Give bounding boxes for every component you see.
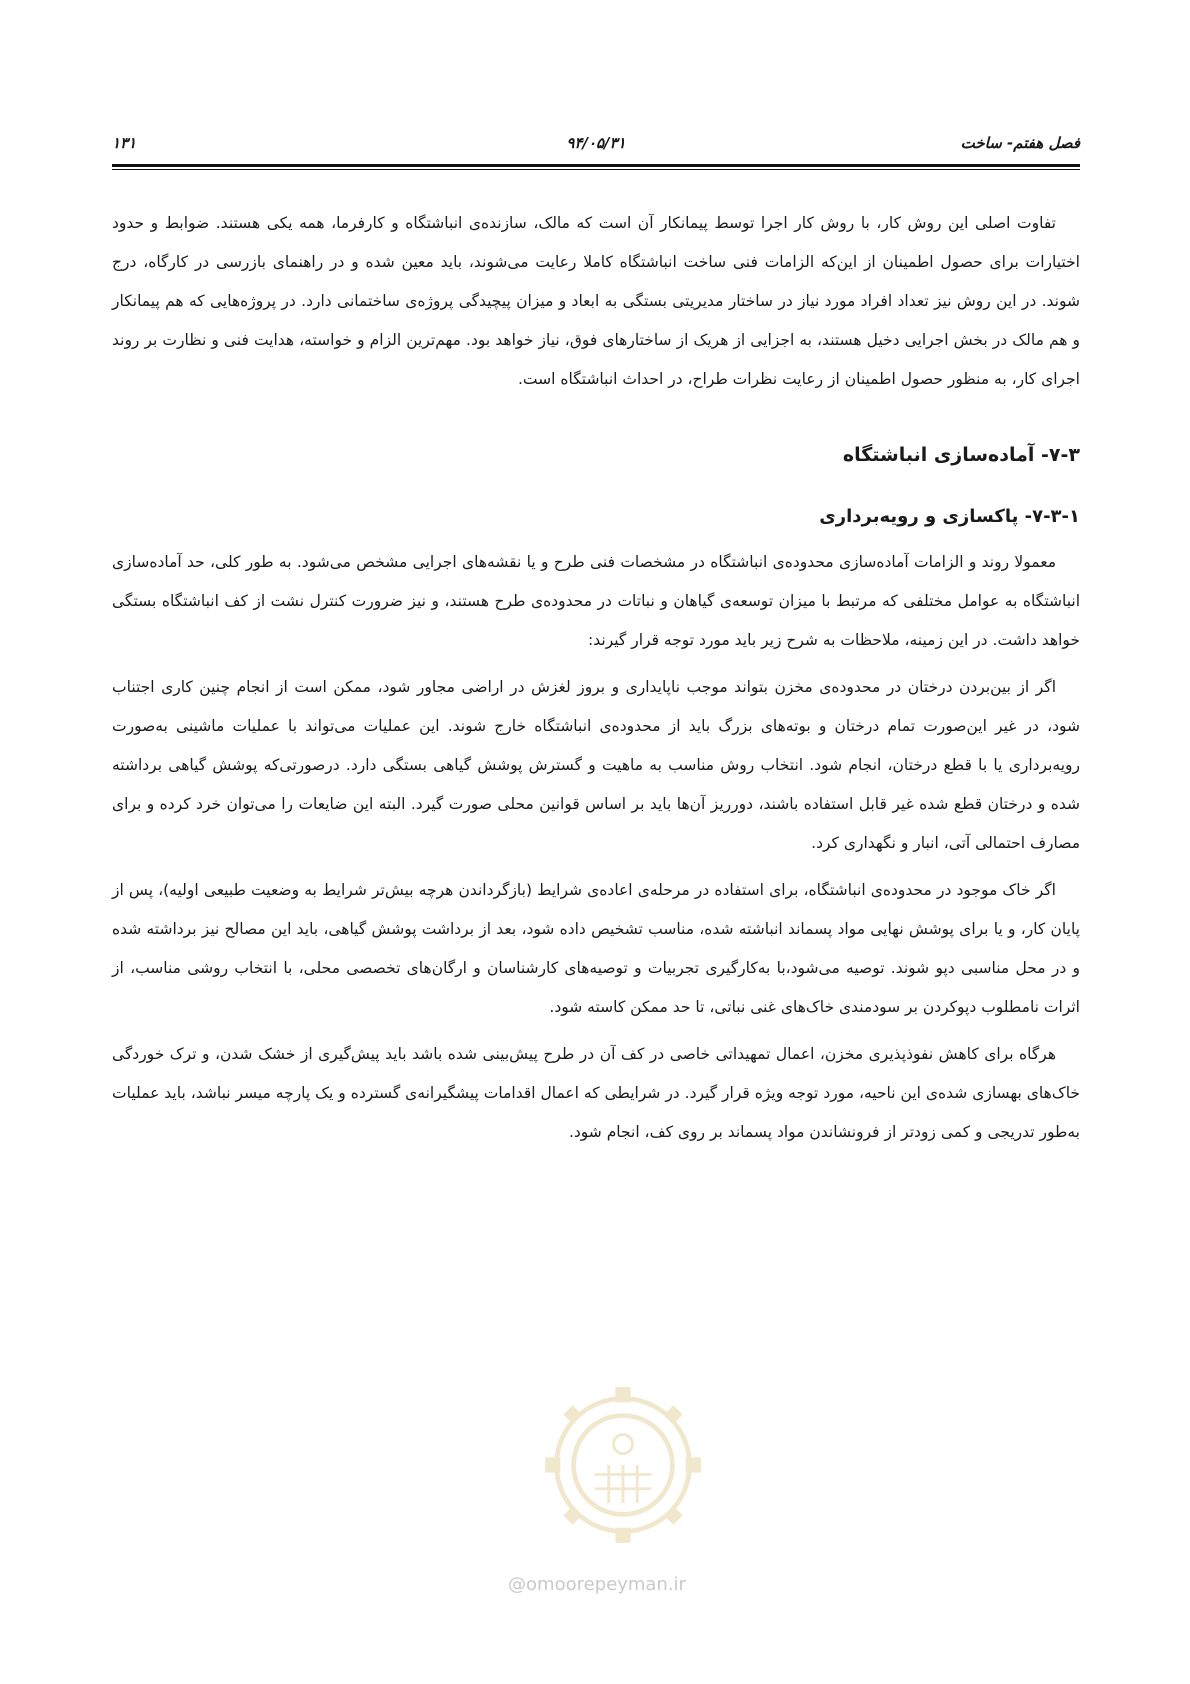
body-paragraph: معمولا روند و الزامات آماده‌سازی محدوده‌ی انباشتگاه در مشخصات فنی طرح و یا نقشه‌های اجرایی مشخص می‌شود. به طور کلی، حد آماده‌سازی انباشتگاه به عوامل مختلفی که مرتبط با میزان توسعه‌ی گیاهان و نباتات در محدوده‌ی طرح هستند، و نیز ضرورت کنترل نشت از کف انباشتگاه بستگی خواهد داشت. در این زمینه، ملاحظات به شرح زیر باید مورد توجه قرار گیرند: (112, 553, 1080, 649)
body-paragraph: اگر خاک موجود در محدوده‌ی انباشتگاه، برای استفاده در مرحله‌ی اعاده‌ی شرایط (بازگرداندن هرچه بیش‌تر شرایط به وضعیت طبیعی اولیه)، پس از پایان کار، و یا برای پوشش نهایی مواد پسماند انباشته شده، مناسب تشخیص داده شود، بعد از برداشت پوشش گیاهی، باید این مصالح نیز برداشته شده و در محل مناسبی دپو شوند. توصیه می‌شود،با به‌کارگیری تجربیات و توصیه‌های کارشناسان و ارگان‌های تخصصی محلی، با انتخاب روشی مناسب، از اثرات نامطلوب دپوکردن بر سودمندی خاک‌های غنی نباتی، تا حد ممکن کاسته شود. (112, 881, 1080, 1016)
watermark-url: @omoorepeyman.ir (508, 1574, 686, 1595)
document-body (112, 204, 1080, 1152)
page-header (112, 120, 1080, 152)
document-page (112, 120, 1080, 1160)
chapter-title: فصل هفتم- ساخت (960, 134, 1080, 152)
section-heading: ۷-۳- آماده‌سازی انباشتگاه (842, 444, 1080, 466)
watermark-seal-icon (528, 1370, 718, 1560)
body-paragraph: اگر از بین‌بردن درختان در محدوده‌ی مخزن بتواند موجب ناپایداری و بروز لغزش در اراضی مجاور شود، ممکن است از انجام چنین کاری اجتناب شود، در غیر این‌صورت تمام درختان و بوته‌های بزرگ باید از محدوده‌ی انباشتگاه خارج شوند. این عملیات می‌تواند با عملیات ماشینی به‌صورت رویه‌برداری یا با قطع درختان، انجام شود. انتخاب روش مناسب به ماهیت و گسترش پوشش گیاهی بستگی دارد. درصورتی‌که پوشش گیاهی برداشته شده و درختان قطع شده غیر قابل استفاده باشند، دورریز آن‌ها باید بر اساس قوانین محلی صورت گیرد. البته این ضایعات را می‌توان خرد کرده و برای مصارف احتمالی آتی، انبار و نگهداری کرد. (112, 678, 1080, 852)
header-date: ۹۴/۰۵/۳۱ (566, 134, 626, 152)
subsection-heading: ۷-۳-۱- پاکسازی و رویه‌برداری (819, 506, 1080, 527)
intro-paragraph: تفاوت اصلی این روش کار، با روش کار اجرا توسط پیمانکار آن است که مالک، سازنده‌ی انباشتگاه و کارفرما، همه یکی هستند. ضوابط و حدود اختیارات برای حصول اطمینان از این‌که الزامات فنی ساخت انباشتگاه کاملا رعایت می‌شوند، باید معین شده و در راهنمای بازرسی در کارگاه، درج شوند. در این روش نیز تعداد افراد مورد نیاز در ساختار مدیریتی بستگی به ابعاد و میزان پیچیدگی پروژه‌ی ساختمانی دارد. در پروژه‌هایی که هم پیمانکار و هم مالک در بخش اجرایی دخیل هستند، به اجزایی از هریک از ساختارهای فوق، نیاز خواهد بود. مهم‌ترین الزام و خواسته، هدایت فنی و نظارت بر روند اجرای کار، به منظور حصول اطمینان از رعایت نظرات طراح، در احداث انباشتگاه است. (112, 214, 1080, 388)
body-paragraph: هرگاه برای کاهش نفوذپذیری مخزن، اعمال تمهیداتی خاصی در کف آن در طرح پیش‌بینی شده باشد باید پیش‌گیری از خشک شدن، و ترک خوردگی خاک‌های بهسازی شده‌ی این ناحیه، مورد توجه ویژه قرار گیرد. در شرایطی که اعمال اقدامات پیشگیرانه‌ی گسترده و یک پارچه میسر نباشد، باید عملیات به‌طور تدریجی و کمی زودتر از فرونشاندن مواد پسماند بر روی کف، انجام شود. (112, 1045, 1080, 1141)
page-number: ۱۳۱ (112, 134, 137, 152)
header-divider (112, 164, 1080, 170)
